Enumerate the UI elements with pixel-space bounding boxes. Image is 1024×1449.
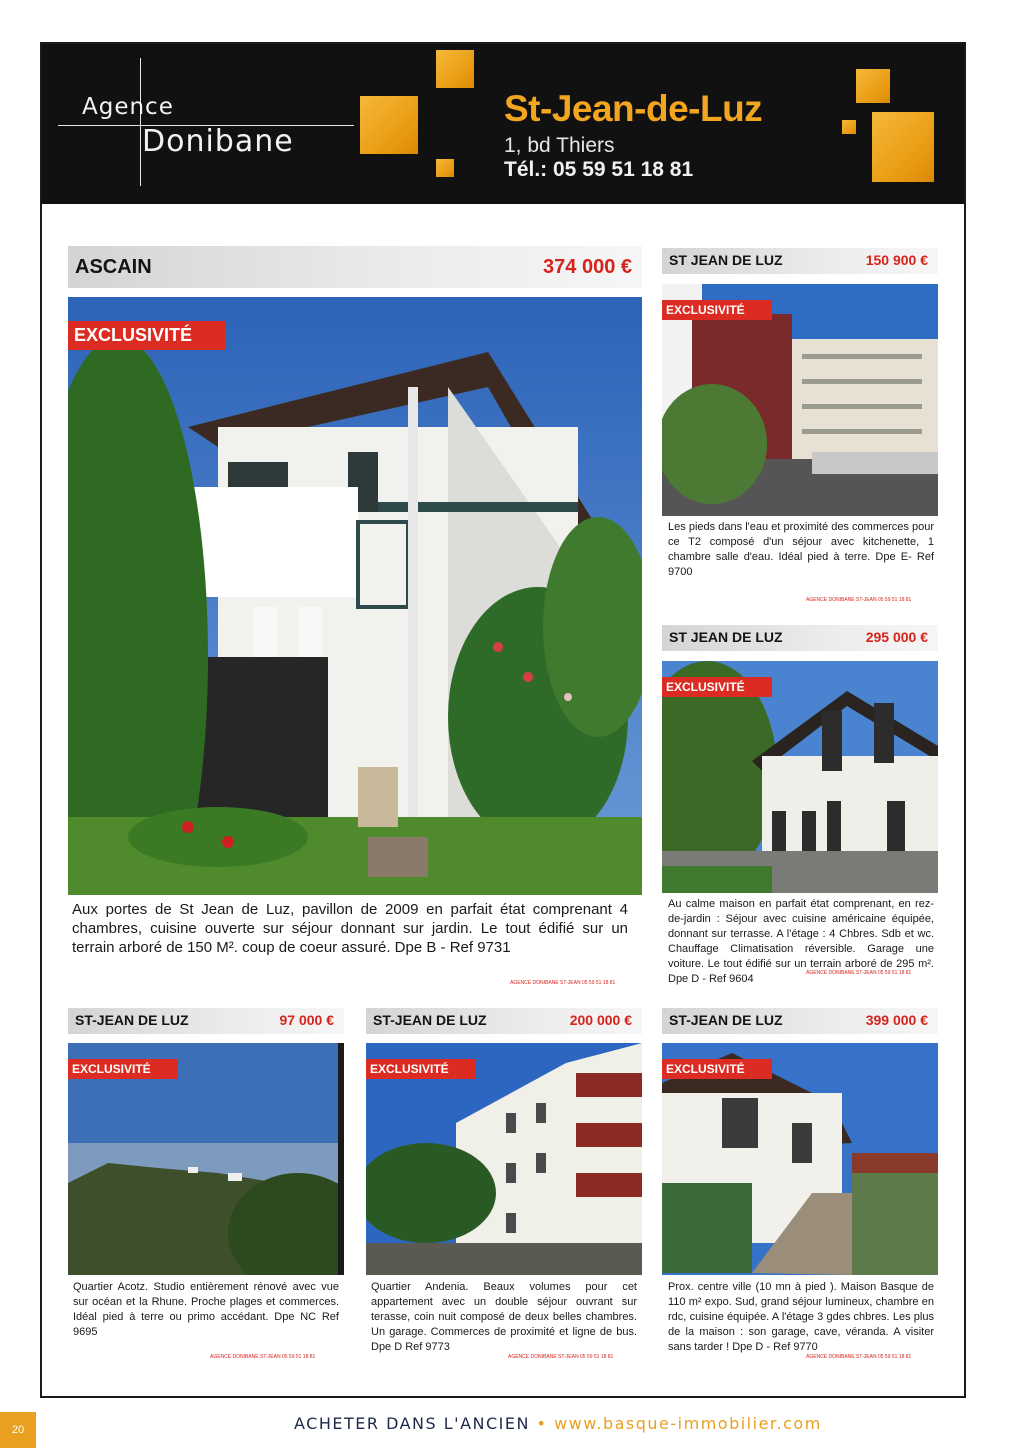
listing-description: Les pieds dans l'eau et proximité des commerces pour ce T2 composé d'un séjour avec kitchenette, 1 chambre salle d'eau. Idéal pied à terre. Dpe E- Ref 9700 bbox=[668, 521, 934, 578]
listing-price: 150 900 € bbox=[865, 252, 928, 268]
exclusive-badge: EXCLUSIVITÉ bbox=[366, 1059, 476, 1079]
listing-photo[interactable] bbox=[366, 1043, 642, 1275]
exclusive-badge: EXCLUSIVITÉ bbox=[662, 677, 772, 697]
listing-price: 200 000 € bbox=[569, 1012, 632, 1028]
listing-title-bar bbox=[68, 246, 642, 288]
listing-location: ST-JEAN DE LUZ bbox=[373, 1012, 487, 1028]
listing-location: ST JEAN DE LUZ bbox=[669, 252, 783, 268]
listing-location: ST-JEAN DE LUZ bbox=[75, 1012, 189, 1028]
page-number: 20 bbox=[0, 1412, 36, 1448]
listing-agency-contact: AGENCE DONIBANE ST-JEAN 05 59 51 18 81 bbox=[508, 1354, 614, 1360]
listing-description: Prox. centre ville (10 mn à pied ). Maison Basque de 110 m² expo. Sud, grand séjour lumineux, chambre en rdc, cuisine équipée. A l'étage 3 gdes chbres. Les plus de la maison : son garage, cave, véranda. A visiter sans tarder ! Dpe D - Ref 9770 bbox=[668, 1281, 934, 1353]
listing-title-bar bbox=[662, 1008, 938, 1034]
listing-description: Quartier Andenia. Beaux volumes pour cet appartement avec un double séjour ouvrant sur terasse, coin nuit composé de deux belles chambres. Un garage. Commerces de proximité et ligne de bus. Dpe D Ref 9773 bbox=[371, 1281, 637, 1353]
listing-photo[interactable] bbox=[662, 284, 938, 516]
listing-location: ST JEAN DE LUZ bbox=[669, 629, 783, 645]
listing-title-bar bbox=[662, 248, 938, 274]
listing-agency-contact: AGENCE DONIBANE ST-JEAN 05 59 51 18 81 bbox=[806, 970, 912, 976]
exclusive-badge: EXCLUSIVITÉ bbox=[68, 1059, 178, 1079]
listing-photo[interactable] bbox=[68, 297, 642, 895]
decor-square bbox=[436, 50, 474, 88]
listing-description: Quartier Acotz. Studio entièrement rénové avec vue sur océan et la Rhune. Proche plages et commerces. Idéal pied à terre ou primo accédant. Dpe NC Ref 9695 bbox=[73, 1281, 339, 1338]
decor-square bbox=[872, 112, 934, 182]
agency-phone: Tél.: 05 59 51 18 81 bbox=[504, 158, 694, 181]
listing-agency-contact: AGENCE DONIBANE ST-JEAN 05 59 51 18 81 bbox=[210, 1354, 316, 1360]
house-photo-graphic bbox=[68, 297, 642, 895]
listing-agency-contact: AGENCE DONIBANE ST-JEAN 05 59 51 18 81 bbox=[510, 980, 616, 986]
footer-section-title: ACHETER DANS L'ANCIEN bbox=[294, 1414, 530, 1433]
listing-photo[interactable] bbox=[662, 661, 938, 893]
listing-price: 399 000 € bbox=[865, 1012, 928, 1028]
logo-donibane-text: Donibane bbox=[142, 124, 294, 159]
listing-photo[interactable] bbox=[662, 1043, 938, 1275]
listing-title-bar bbox=[662, 625, 938, 651]
exclusive-badge: EXCLUSIVITÉ bbox=[68, 321, 226, 350]
exclusive-badge: EXCLUSIVITÉ bbox=[662, 300, 772, 320]
footer-separator: • bbox=[536, 1414, 548, 1433]
footer bbox=[294, 1414, 822, 1433]
decor-square bbox=[360, 96, 418, 154]
decor-square bbox=[842, 120, 856, 134]
logo-agence-text: Agence bbox=[82, 94, 174, 120]
decor-square bbox=[856, 69, 890, 103]
agency-city: St-Jean-de-Luz bbox=[504, 88, 763, 129]
listing-title-bar bbox=[366, 1008, 642, 1034]
listing-location: ASCAIN bbox=[75, 256, 152, 278]
listing-price: 97 000 € bbox=[279, 1012, 334, 1028]
listing-agency-contact: AGENCE DONIBANE ST-JEAN 05 59 51 18 81 bbox=[806, 1354, 912, 1360]
listing-price: 295 000 € bbox=[865, 629, 928, 645]
listing-description: Au calme maison en parfait état comprenant, en rez-de-jardin : Séjour avec cuisine américaine équipée, donnant sur terrasse. A l'étage : 4 Chbres. Sdb et wc. Chauffage Climatisation réversible. Garage une voiture. Le tout édifié sur un terrain arboré de 295 m². Dpe D - Ref 9604 bbox=[668, 898, 934, 985]
footer-website-link[interactable]: www.basque-immobilier.com bbox=[554, 1414, 822, 1433]
logo-vertical-line bbox=[140, 58, 141, 186]
page-frame bbox=[40, 42, 966, 1398]
decor-square bbox=[436, 159, 454, 177]
exclusive-badge: EXCLUSIVITÉ bbox=[662, 1059, 772, 1079]
listing-description: Aux portes de St Jean de Luz, pavillon de 2009 en parfait état comprenant 4 chambres, cuisine ouverte sur séjour donnant sur jardin. Le tout édifié sur un terrain arboré de 150 M². coup de coeur assuré. Dpe B - Ref 9731 bbox=[72, 901, 628, 956]
agency-address: 1, bd Thiers bbox=[504, 134, 615, 157]
listing-agency-contact: AGENCE DONIBANE ST-JEAN 05 59 51 18 81 bbox=[806, 597, 912, 603]
listing-photo[interactable] bbox=[68, 1043, 344, 1275]
listing-title-bar bbox=[68, 1008, 344, 1034]
listing-location: ST-JEAN DE LUZ bbox=[669, 1012, 783, 1028]
listing-price: 374 000 € bbox=[543, 256, 632, 278]
agency-header bbox=[42, 44, 964, 204]
